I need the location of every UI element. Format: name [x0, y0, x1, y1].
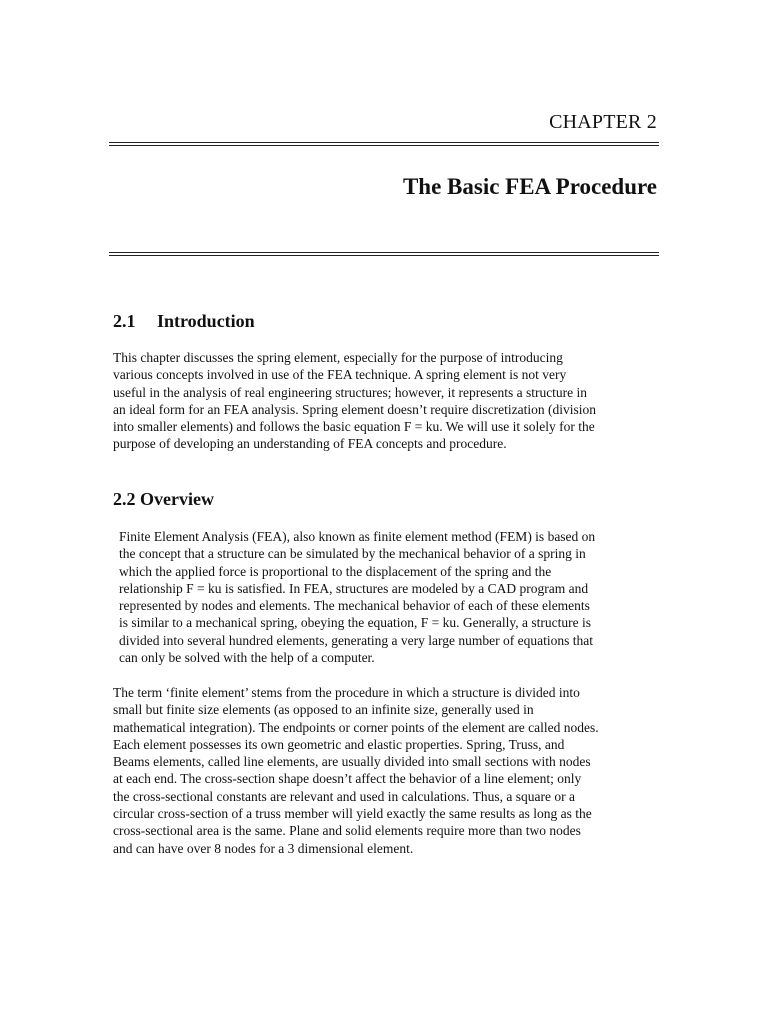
- text-line: purpose of developing an understanding of FEA concepts and procedure.: [113, 436, 507, 452]
- introduction-paragraph: [113, 349, 673, 453]
- text-line: This chapter discusses the spring element, especially for the purpose of introducing: [113, 350, 563, 365]
- chapter-label: CHAPTER 2: [549, 111, 657, 133]
- text-line: which the applied force is proportional to the displacement of the spring and the: [119, 563, 552, 579]
- text-line: Beams elements, called line elements, are usually divided into small sections with nodes: [113, 754, 591, 770]
- text-line: mathematical integration). The endpoints or corner points of the element are called nodes.: [113, 719, 599, 735]
- text-line: Finite Element Analysis (FEA), also known as finite element method (FEM) is based on: [119, 529, 596, 544]
- text-line: circular cross-section of a truss member will yield exactly the same results as long as the: [113, 806, 592, 822]
- chapter-title: The Basic FEA Procedure: [402, 174, 657, 199]
- text-line: is similar to a mechanical spring, obeying the equation, F = ku. Generally, a structure is: [119, 615, 591, 631]
- section-number: 2.1: [113, 311, 136, 331]
- text-line: useful in the analysis of real engineering structures; however, it represents a structure in: [113, 384, 588, 400]
- text-line: an ideal form for an FEA analysis. Spring element doesn’t require discretization (division: [113, 401, 597, 417]
- overview-paragraph-fea-definition: [119, 528, 659, 666]
- overview-paragraph-finite-element-term: [113, 684, 673, 857]
- text-line: can only be solved with the help of a computer.: [119, 650, 375, 666]
- text-line: represented by nodes and elements. The mechanical behavior of each of these elements: [119, 598, 590, 614]
- header-bottom-double-rule: [109, 252, 659, 256]
- header-top-double-rule: [109, 142, 659, 146]
- text-line: relationship F = ku is satisfied. In FEA, structures are modeled by a CAD program and: [119, 580, 589, 596]
- section-heading-overview: 2.2 Overview: [113, 489, 214, 509]
- text-line: at each end. The cross-section shape doesn’t affect the behavior of a line element; only: [113, 771, 582, 787]
- section-title: Introduction: [157, 311, 255, 331]
- text-line: Each element possesses its own geometric and elastic properties. Spring, Truss, and: [113, 736, 565, 752]
- text-line: and can have over 8 nodes for a 3 dimensional element.: [113, 840, 414, 856]
- text-line: the concept that a structure can be simulated by the mechanical behavior of a spring in: [119, 546, 586, 562]
- section-heading-introduction: [113, 311, 255, 332]
- text-line: the cross-sectional constants are relevant and used in calculations. Thus, a square or a: [113, 788, 575, 804]
- text-line: cross-sectional area is the same. Plane and solid elements require more than two nodes: [113, 823, 581, 839]
- text-line: divided into several hundred elements, generating a very large number of equations that: [119, 632, 593, 648]
- text-line: into smaller elements) and follows the basic equation F = ku. We will use it solely for the: [113, 419, 595, 435]
- text-line: small but finite size elements (as opposed to an infinite size, generally used in: [113, 702, 534, 718]
- text-line: various concepts involved in use of the FEA technique. A spring element is not very: [113, 367, 567, 383]
- text-line: The term ‘finite element’ stems from the procedure in which a structure is divided into: [113, 685, 580, 700]
